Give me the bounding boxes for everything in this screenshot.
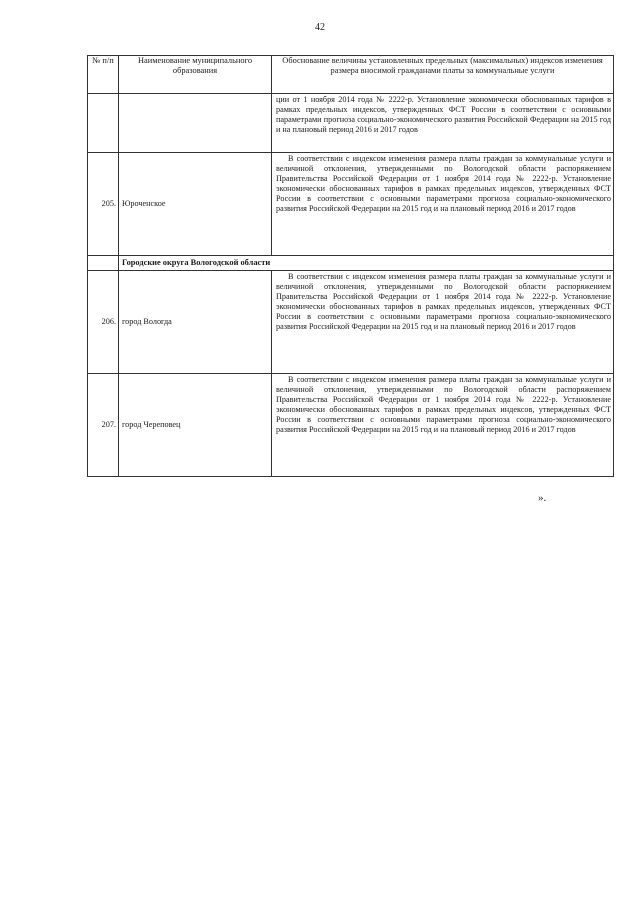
section-title: Городские округа Вологодской области bbox=[119, 256, 614, 271]
row-number: 206. bbox=[88, 271, 119, 374]
municipality-name: Юроченское bbox=[119, 153, 272, 256]
continuation-name-cell bbox=[119, 94, 272, 153]
header-name: Наименование муниципального образования bbox=[119, 56, 272, 94]
table-row bbox=[88, 271, 614, 374]
municipality-name: город Череповец bbox=[119, 374, 272, 477]
row-number: 205. bbox=[88, 153, 119, 256]
closing-quote-mark: ». bbox=[538, 492, 547, 504]
header-num: № п/п bbox=[88, 56, 119, 94]
basis-text: В соответствии с индексом изменения размера платы граждан за коммунальные услуги и величиной отклонения, утвержденными по Вологодской области распоряжением Правительства Российской Федерации от 1 ноября 2014 года № 2222-р. Установление экономически обоснованных тарифов в рамках предельных индексов, утвержденных ФСТ России в соответствии с основными параметрами прогноза социально-экономического развития Российской Федерации на 2015 год и на плановый период 2016 и 2017 годов bbox=[272, 153, 614, 256]
table-row bbox=[88, 374, 614, 477]
continuation-text: ции от 1 ноября 2014 года № 2222-р. Установление экономически обоснованных тарифов в рамках предельных индексов, утвержденных ФСТ России в соответствии с основными параметрами прогноза социально-экономического развития Российской Федерации на 2015 год и на плановый период 2016 и 2017 годов bbox=[272, 94, 614, 153]
basis-text: В соответствии с индексом изменения размера платы граждан за коммунальные услуги и величиной отклонения, утвержденными по Вологодской области распоряжением Правительства Российской Федерации от 1 ноября 2014 года № 2222-р. Установление экономически обоснованных тарифов в рамках предельных индексов, утвержденных ФСТ России в соответствии с основными параметрами прогноза социально-экономического развития Российской Федерации на 2015 год и на плановый период 2016 и 2017 годов bbox=[272, 374, 614, 477]
table-row-continuation bbox=[88, 94, 614, 153]
page-number: 42 bbox=[315, 22, 325, 33]
row-number: 207. bbox=[88, 374, 119, 477]
municipality-name: город Вологда bbox=[119, 271, 272, 374]
section-row bbox=[88, 256, 614, 271]
section-num-cell bbox=[88, 256, 119, 271]
basis-text: В соответствии с индексом изменения размера платы граждан за коммунальные услуги и величиной отклонения, утвержденными по Вологодской области распоряжением Правительства Российской Федерации от 1 ноября 2014 года № 2222-р. Установление экономически обоснованных тарифов в рамках предельных индексов, утвержденных ФСТ России в соответствии с основными параметрами прогноза социально-экономического развития Российской Федерации на 2015 год и на плановый период 2016 и 2017 годов bbox=[272, 271, 614, 374]
header-basis: Обоснование величины установленных предельных (максимальных) индексов изменения размера вносимой гражданами платы за коммунальные услуги bbox=[272, 56, 614, 94]
tariff-basis-table bbox=[87, 55, 614, 477]
table-header-row bbox=[88, 56, 614, 94]
continuation-num-cell bbox=[88, 94, 119, 153]
table-row bbox=[88, 153, 614, 256]
